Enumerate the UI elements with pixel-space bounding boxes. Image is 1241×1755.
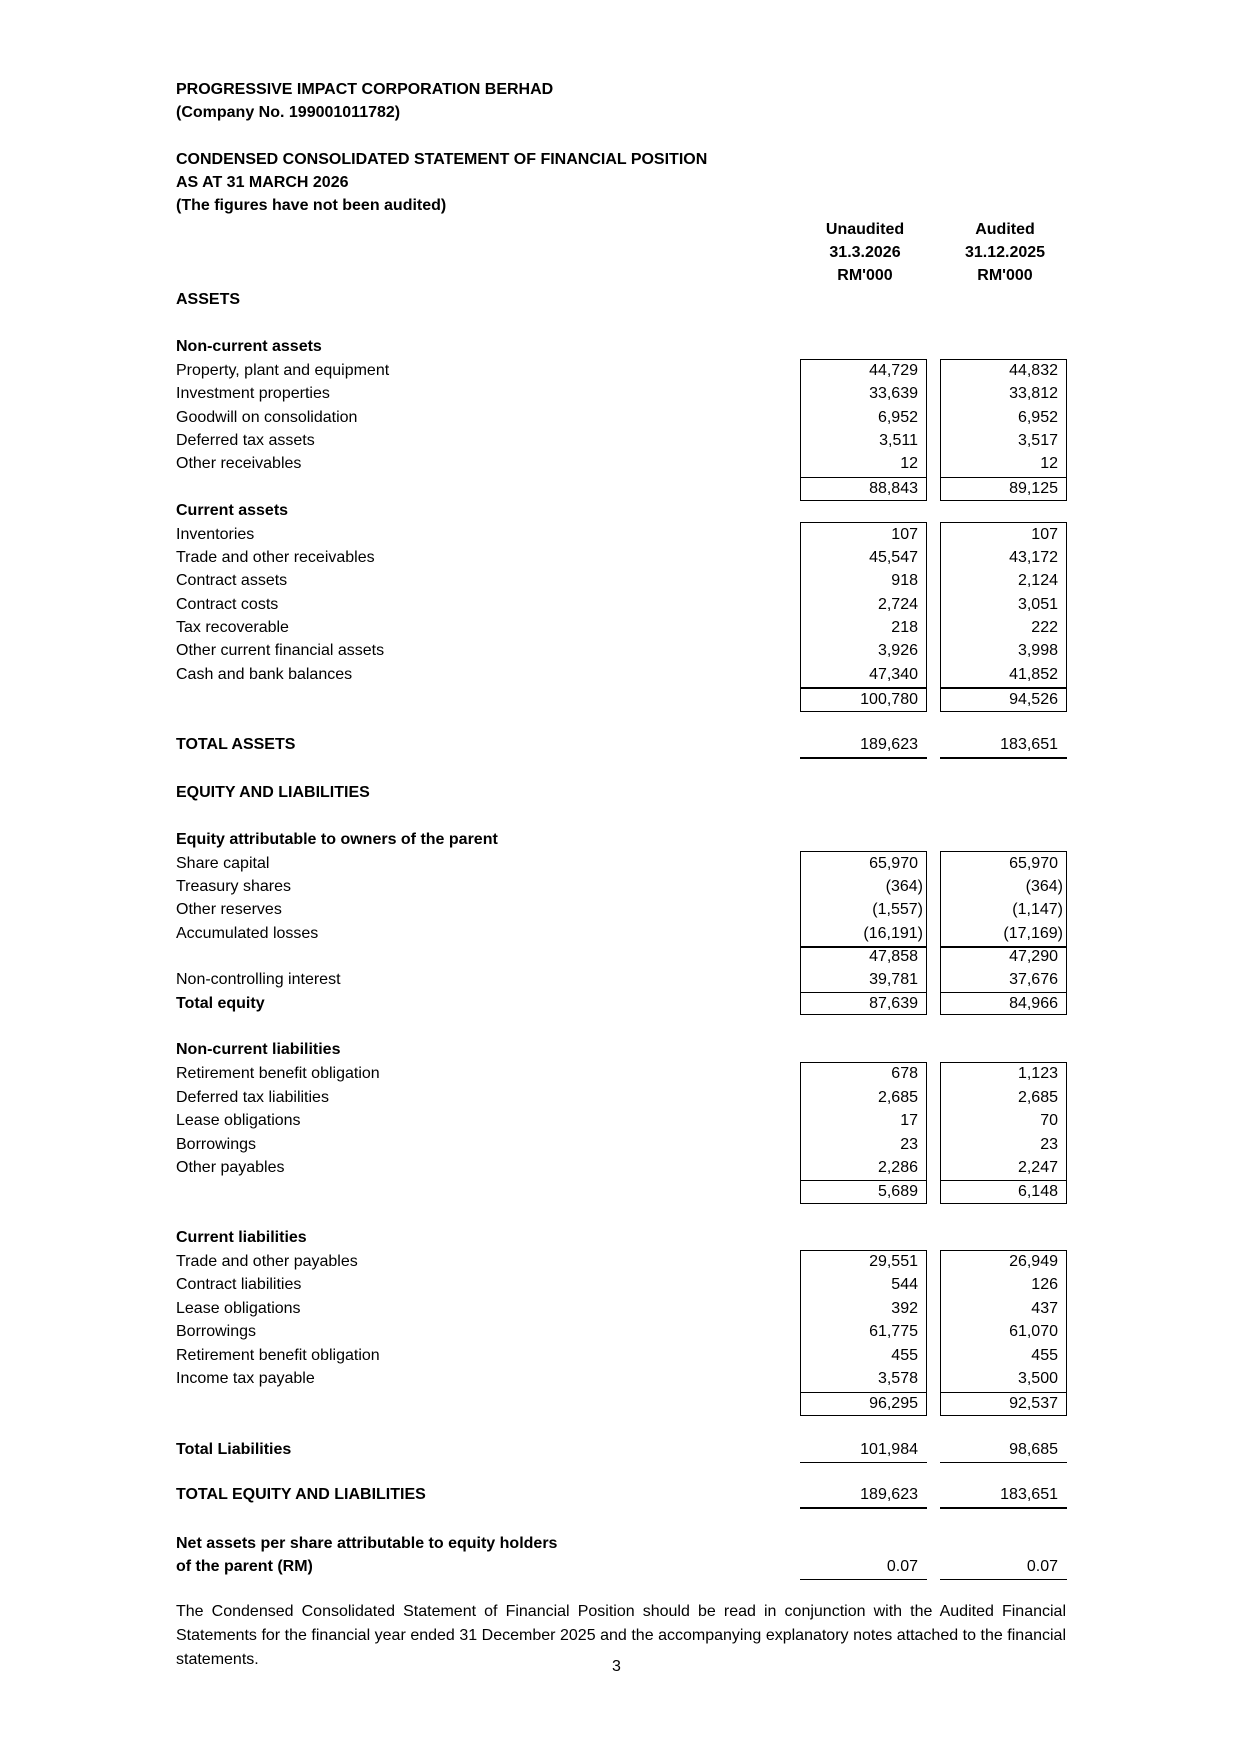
row-value-col2: 12: [1040, 455, 1058, 472]
row-label: Contract assets: [176, 572, 288, 589]
row-label: Contract costs: [176, 596, 279, 613]
total-el-underline-col1: [800, 1507, 927, 1509]
row-label: Investment properties: [176, 385, 330, 402]
nca-total-col2: 89,125: [1009, 480, 1058, 497]
row-value-col2: 2,685: [1017, 1089, 1058, 1106]
row-value-col1: 544: [891, 1276, 918, 1293]
col1-unit: RM'000: [837, 267, 893, 284]
audit-note: (The figures have not been audited): [176, 197, 447, 214]
non-controlling-col1: 39,781: [869, 971, 918, 988]
row-value-col1: 29,551: [869, 1253, 918, 1270]
row-value-col1: 65,970: [869, 855, 918, 872]
row-label: Share capital: [176, 855, 270, 872]
row-label: Other reserves: [176, 901, 282, 918]
row-label: Other payables: [176, 1159, 285, 1176]
row-label: Inventories: [176, 526, 255, 543]
total-liabilities-col2: 98,685: [1009, 1441, 1058, 1458]
row-value-col1: 107: [891, 526, 918, 543]
statement-date: AS AT 31 MARCH 2026: [176, 174, 349, 191]
col1-date: 31.3.2026: [829, 244, 901, 261]
statement-title: CONDENSED CONSOLIDATED STATEMENT OF FINANCIAL POSITION: [176, 151, 708, 168]
row-label: Other receivables: [176, 455, 302, 472]
total-equity-liabilities-label: TOTAL EQUITY AND LIABILITIES: [176, 1486, 426, 1503]
row-value-col2: 33,812: [1009, 385, 1058, 402]
row-value-col2: 2,124: [1017, 572, 1058, 589]
footer-note: The Condensed Consolidated Statement of Financial Position should be read in conjunction with the Audited Financial Statements for the financial year ended 31 December 2025 and the accompanying explanatory notes attached to the financial statements.: [176, 1603, 1066, 1668]
row-label: Accumulated losses: [176, 925, 319, 942]
row-value-col1: 918: [891, 572, 918, 589]
row-value-col1: 44,729: [869, 362, 918, 379]
cl-total-col2: 92,537: [1009, 1395, 1058, 1412]
row-value-col1: 2,724: [877, 596, 918, 613]
page-number: 3: [612, 1658, 621, 1675]
row-label: Lease obligations: [176, 1112, 301, 1129]
ca-total-col1: 100,780: [860, 691, 918, 708]
row-value-col1: 6,952: [877, 409, 918, 426]
total-assets-col1: 189,623: [860, 736, 918, 753]
row-label: Cash and bank balances: [176, 666, 353, 683]
col2-unit: RM'000: [977, 267, 1033, 284]
cl-total-col1: 96,295: [869, 1395, 918, 1412]
row-value-col2: 3,517: [1017, 432, 1058, 449]
section-current-liabilities: Current liabilities: [176, 1229, 307, 1246]
row-value-col2: 6,952: [1017, 409, 1058, 426]
row-value-col1: (364): [885, 878, 923, 895]
row-value-col1: 455: [891, 1347, 918, 1364]
nav-underline-col2: [940, 1579, 1067, 1580]
total-equity-col1: 87,639: [869, 995, 918, 1012]
total-equity-liabilities-col1: 189,623: [860, 1486, 918, 1503]
section-equity-parent: Equity attributable to owners of the parent: [176, 831, 498, 848]
non-controlling-label: Non-controlling interest: [176, 971, 341, 988]
section-current-assets: Current assets: [176, 502, 289, 519]
total-assets-label: TOTAL ASSETS: [176, 736, 296, 753]
row-label: Other current financial assets: [176, 642, 385, 659]
row-value-col1: 23: [900, 1136, 918, 1153]
section-equity-liabilities: EQUITY AND LIABILITIES: [176, 784, 370, 801]
total-assets-underline-col1: [800, 757, 927, 759]
row-value-col1: (16,191): [863, 925, 923, 942]
nav-label-line1: Net assets per share attributable to equity holders: [176, 1535, 558, 1552]
row-label: Borrowings: [176, 1136, 257, 1153]
row-label: Tax recoverable: [176, 619, 289, 636]
row-value-col2: 44,832: [1009, 362, 1058, 379]
row-value-col1: 12: [900, 455, 918, 472]
row-value-col2: 2,247: [1017, 1159, 1058, 1176]
row-label: Retirement benefit obligation: [176, 1347, 380, 1364]
row-value-col1: (1,557): [872, 901, 923, 918]
total-equity-col2: 84,966: [1009, 995, 1058, 1012]
row-value-col2: 65,970: [1009, 855, 1058, 872]
row-value-col2: (17,169): [1003, 925, 1063, 942]
row-value-col1: 218: [891, 619, 918, 636]
section-non-current-liabilities: Non-current liabilities: [176, 1041, 341, 1058]
row-value-col1: 3,578: [877, 1370, 918, 1387]
row-value-col2: 455: [1031, 1347, 1058, 1364]
row-label: Lease obligations: [176, 1300, 301, 1317]
row-value-col1: 33,639: [869, 385, 918, 402]
row-value-col2: 43,172: [1009, 549, 1058, 566]
total-liabilities-label: Total Liabilities: [176, 1441, 292, 1458]
row-label: Income tax payable: [176, 1370, 315, 1387]
row-value-col1: 47,340: [869, 666, 918, 683]
non-controlling-col2: 37,676: [1009, 971, 1058, 988]
nav-col1: 0.07: [886, 1558, 918, 1575]
nav-underline-col1: [800, 1579, 927, 1580]
total-assets-underline-col2: [940, 757, 1067, 759]
total-liabilities-underline-col2: [940, 1462, 1067, 1463]
row-value-col2: 126: [1031, 1276, 1058, 1293]
company-number: (Company No. 199001011782): [176, 104, 401, 121]
col2-date: 31.12.2025: [964, 244, 1046, 261]
row-value-col2: 41,852: [1009, 666, 1058, 683]
row-label: Property, plant and equipment: [176, 362, 390, 379]
row-value-col2: 3,998: [1017, 642, 1058, 659]
row-label: Retirement benefit obligation: [176, 1065, 380, 1082]
equity-subtotal-col2: 47,290: [1009, 948, 1058, 965]
equity-subtotal-col1: 47,858: [869, 948, 918, 965]
row-label: Contract liabilities: [176, 1276, 302, 1293]
total-equity-liabilities-col2: 183,651: [1000, 1486, 1058, 1503]
row-value-col1: 45,547: [869, 549, 918, 566]
row-value-col1: 61,775: [869, 1323, 918, 1340]
row-value-col1: 3,511: [879, 432, 918, 449]
nav-label-line2: of the parent (RM): [176, 1558, 313, 1575]
total-equity-label: Total equity: [176, 995, 265, 1012]
company-name: PROGRESSIVE IMPACT CORPORATION BERHAD: [176, 81, 554, 98]
row-value-col2: 3,500: [1017, 1370, 1058, 1387]
row-label: Borrowings: [176, 1323, 257, 1340]
row-label: Trade and other receivables: [176, 549, 375, 566]
row-value-col1: 17: [900, 1112, 918, 1129]
section-assets: ASSETS: [176, 291, 241, 308]
row-label: Deferred tax liabilities: [176, 1089, 329, 1106]
col1-status: Unaudited: [825, 221, 905, 238]
nav-col2: 0.07: [1026, 1558, 1058, 1575]
total-liabilities-col1: 101,984: [860, 1441, 918, 1458]
total-el-underline-col2: [940, 1507, 1067, 1509]
row-value-col2: 3,051: [1017, 596, 1058, 613]
section-non-current-assets: Non-current assets: [176, 338, 322, 355]
row-value-col2: 107: [1031, 526, 1058, 543]
row-value-col1: 3,926: [877, 642, 918, 659]
row-value-col2: 61,070: [1009, 1323, 1058, 1340]
ncl-total-col2: 6,148: [1017, 1183, 1058, 1200]
ncl-total-col1: 5,689: [877, 1183, 918, 1200]
row-label: Goodwill on consolidation: [176, 409, 358, 426]
row-label: Treasury shares: [176, 878, 291, 895]
ca-total-col2: 94,526: [1009, 691, 1058, 708]
row-value-col2: 222: [1031, 619, 1058, 636]
row-value-col1: 2,685: [877, 1089, 918, 1106]
row-value-col2: (364): [1025, 878, 1063, 895]
col2-status: Audited: [975, 221, 1035, 238]
row-value-col2: 1,123: [1017, 1065, 1058, 1082]
row-label: Deferred tax assets: [176, 432, 315, 449]
row-value-col2: 26,949: [1009, 1253, 1058, 1270]
row-value-col1: 678: [891, 1065, 918, 1082]
row-value-col1: 392: [891, 1300, 918, 1317]
row-value-col2: 437: [1031, 1300, 1058, 1317]
row-value-col2: (1,147): [1012, 901, 1063, 918]
row-label: Trade and other payables: [176, 1253, 358, 1270]
total-liabilities-underline-col1: [800, 1462, 927, 1463]
row-value-col1: 2,286: [877, 1159, 918, 1176]
row-value-col2: 23: [1040, 1136, 1058, 1153]
row-value-col2: 70: [1040, 1112, 1058, 1129]
total-assets-col2: 183,651: [1000, 736, 1058, 753]
nca-total-col1: 88,843: [869, 480, 918, 497]
